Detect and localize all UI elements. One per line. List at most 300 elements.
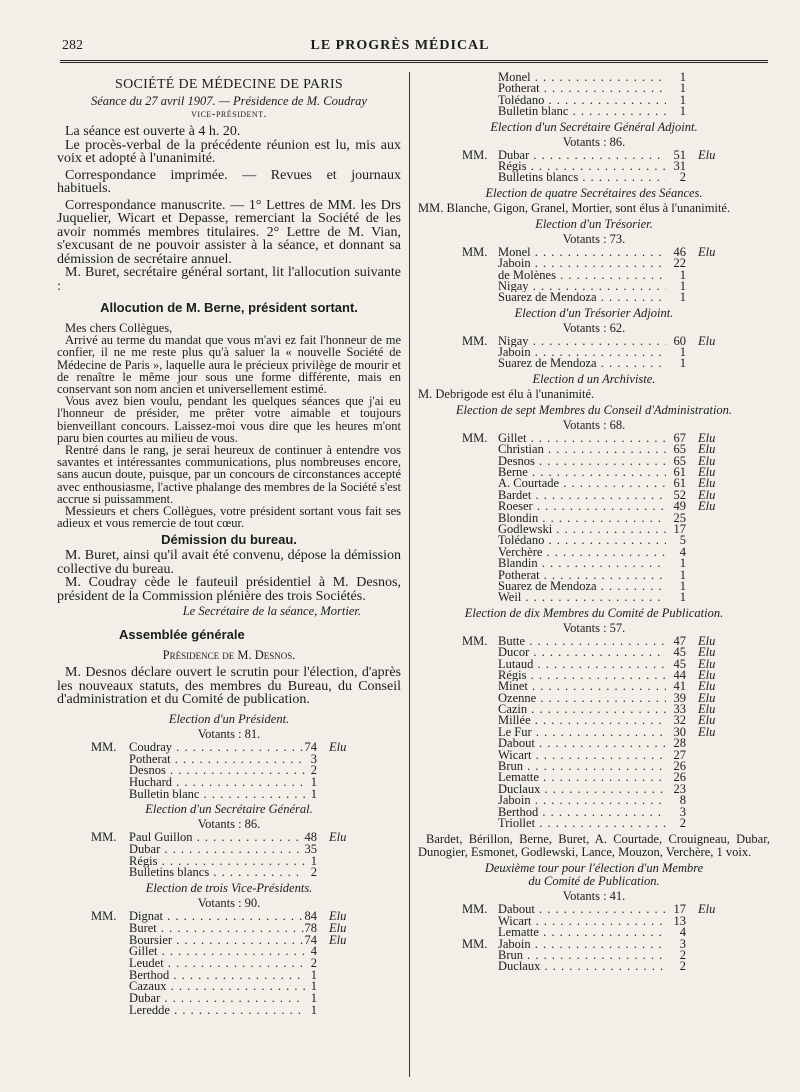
vote-count: 45 <box>673 645 686 660</box>
vote-candidate-name <box>498 547 666 558</box>
vote-count: 26 <box>673 770 686 785</box>
vote-row <box>418 147 770 162</box>
elected-mark: Elu <box>329 830 347 845</box>
vote-row <box>418 804 770 819</box>
vote-candidate-text: Gillet <box>129 946 158 958</box>
vote-candidate-text: Potherat <box>129 753 171 766</box>
vote-candidate-name <box>129 923 305 935</box>
votants-count: Votants : 86. <box>562 134 626 149</box>
vote-count: 17 <box>673 902 686 917</box>
vote-candidate-text: Bulletins blancs <box>129 867 210 880</box>
vote-row <box>57 853 401 868</box>
vote-count: 2 <box>679 815 686 830</box>
votants-count: Votants : 68. <box>562 417 626 432</box>
vote-candidate-name <box>129 856 305 868</box>
vote-candidate-name <box>129 765 305 777</box>
vote-candidate-text: Gillet <box>498 432 527 445</box>
vote-row <box>57 946 401 958</box>
vote-candidate-text: de Molènes <box>498 269 556 281</box>
vote-candidate-name <box>498 150 666 161</box>
election-title: Election d un Archiviste. <box>532 371 656 386</box>
demission-title: Démission du bureau. <box>161 532 297 548</box>
vote-candidate-name <box>498 570 666 581</box>
vote-count: 1 <box>310 786 317 801</box>
vote-count: 1 <box>679 92 686 107</box>
vote-row <box>57 932 401 947</box>
election-title: Election d'un Trésorier Adjoint. <box>514 305 674 320</box>
vote-row <box>418 258 770 269</box>
vote-candidate-name <box>498 693 666 704</box>
right-elections <box>418 121 770 973</box>
vote-count: 1 <box>679 81 686 96</box>
vote-candidate-name <box>498 95 666 106</box>
elected-mark: Elu <box>329 909 347 924</box>
vote-count: 74 <box>304 932 317 947</box>
vote-row <box>418 444 770 455</box>
vote-candidate-name <box>498 83 666 94</box>
vote-row <box>57 786 401 801</box>
election-title: Election d'un Président. <box>168 711 290 726</box>
presidence-desnos: Présidence de M. Desnos. <box>162 648 296 663</box>
vote-count: 61 <box>673 476 686 491</box>
vote-candidate-name <box>129 844 305 856</box>
vote-row <box>418 244 770 259</box>
vote-count: 1 <box>310 775 317 790</box>
vote-candidate-text: Cazaux <box>129 981 167 993</box>
vote-candidate-text: Dignat <box>129 911 164 923</box>
elected-mark: Elu <box>698 656 716 671</box>
vote-row <box>418 333 770 348</box>
vote-candidate-name <box>498 292 666 303</box>
vote-row <box>418 656 770 671</box>
vote-candidate-text: Bulletin blanc <box>129 788 200 801</box>
running-header <box>0 36 800 56</box>
vote-candidate-name <box>498 513 666 524</box>
vote-row <box>418 83 770 94</box>
vote-candidate-text: Dubar <box>129 844 161 856</box>
paragraph-speech-1: Arrivé au terme du mandat que vous m'avi ez fait l'honneur de me confier, il ne me reste plus qu'à saluer la « nouvelle Société de Médecine de Paris », laquelle aura le précieux privilège de mourir et de renaître le même jour sous une forme différente, mais en conservant son nom ancien et universellement estimé. <box>57 333 401 397</box>
vote-row <box>418 267 770 282</box>
vote-count: 41 <box>673 679 686 694</box>
vote-candidate-name <box>498 490 666 501</box>
vote-candidate-name <box>129 754 305 766</box>
vote-candidate-name <box>498 358 666 369</box>
vote-candidate-name <box>498 950 666 961</box>
vote-row <box>418 544 770 559</box>
vote-candidate-text: Duclaux <box>498 783 541 796</box>
vote-candidate-name <box>498 524 666 535</box>
vote-row <box>57 920 401 935</box>
vote-count: 49 <box>673 499 686 514</box>
vote-row <box>418 453 770 468</box>
vote-candidate-text: Dabout <box>498 738 535 750</box>
vote-row <box>57 1002 401 1017</box>
vote-candidate-name <box>498 636 666 647</box>
election-title: Election de quatre Secrétaires des Séances. <box>485 185 703 200</box>
vote-count: 1 <box>679 578 686 593</box>
vote-candidate-name <box>129 970 305 982</box>
vote-candidate-text: Leudet <box>129 957 164 970</box>
vote-candidate-name <box>498 478 666 489</box>
vote-mm-prefix: MM. <box>462 147 488 162</box>
page-number: 282 <box>62 38 83 53</box>
vote-candidate-text: Millée <box>498 715 531 727</box>
vote-candidate-name <box>498 904 666 915</box>
election-result-text: MM. Blanche, Gigon, Granel, Mortier, sont élus à l'unanimité. <box>418 200 731 215</box>
vote-count: 2 <box>679 959 686 974</box>
vote-row <box>418 667 770 682</box>
vote-row <box>418 292 770 303</box>
vote-candidate-text: Duclaux <box>498 961 541 973</box>
vote-candidate-name <box>129 832 305 844</box>
vote-candidate-name <box>498 647 666 658</box>
vote-row <box>418 172 770 183</box>
vote-candidate-text: Triollet <box>498 817 536 830</box>
vote-mm-prefix: MM. <box>462 633 488 648</box>
vote-candidate-text: Tolédano <box>498 94 545 107</box>
vote-candidate-name <box>498 670 666 681</box>
left-column <box>57 72 401 1016</box>
vote-candidate-text: Nigay <box>498 280 529 293</box>
vote-count: 39 <box>673 690 686 705</box>
vote-candidate-text: Suarez de Mendoza <box>498 358 597 370</box>
vote-count: 23 <box>673 781 686 796</box>
vote-row <box>418 690 770 705</box>
vote-candidate-name <box>129 958 305 970</box>
vote-candidate-name <box>498 72 666 83</box>
vote-candidate-text: Boursier <box>129 934 173 947</box>
vote-candidate-name <box>498 347 666 358</box>
vote-count: 65 <box>673 453 686 468</box>
vote-candidate-text: Brun <box>498 761 523 773</box>
vote-candidate-text: Coudray <box>129 741 173 754</box>
vote-row <box>418 904 770 915</box>
election-title-continued: du Comité de Publication. <box>528 874 660 889</box>
vote-candidate-name <box>498 247 666 258</box>
elected-mark: Elu <box>698 724 716 739</box>
vote-row <box>418 578 770 593</box>
elected-mark: Elu <box>329 932 347 947</box>
vote-candidate-text: Bardet <box>498 489 532 502</box>
vote-candidate-text: Desnos <box>498 455 535 468</box>
vote-candidate-text: Régis <box>498 669 527 682</box>
vote-candidate-text: A. Courtade <box>498 478 560 490</box>
vote-count: 1 <box>679 267 686 282</box>
allocution-title: Allocution de M. Berne, président sortant. <box>100 300 358 315</box>
vote-row <box>418 815 770 830</box>
vote-count: 3 <box>679 936 686 951</box>
elected-mark: Elu <box>698 453 716 468</box>
vote-candidate-name <box>129 993 305 1005</box>
vote-count: 26 <box>673 759 686 774</box>
vote-count: 17 <box>673 521 686 536</box>
vote-candidate-text: Régis <box>129 855 158 868</box>
vote-candidate-text: Monel <box>498 246 531 259</box>
vote-candidate-text: Butte <box>498 635 526 648</box>
vote-row <box>57 765 401 777</box>
vote-count: 8 <box>679 793 686 808</box>
vote-candidate-name <box>498 258 666 269</box>
vote-candidate-text: Berthod <box>498 806 539 818</box>
paragraph-desnos: M. Desnos déclare ouvert le scrutin pour l'élection, d'après les nouveaux statuts, des membres du Bureau, du Conseil d'administration et du Comité de publication. <box>57 665 401 708</box>
vote-count: 2 <box>310 865 317 880</box>
vote-candidate-text: Suarez de Mendoza <box>498 292 597 304</box>
vote-candidate-text: Desnos <box>129 765 166 778</box>
other-votes-text: Bardet, Bérillon, Berne, Buret, A. Courtade, Crouigneau, Dubar, Dunogier, Esmonet, Godlewski, Lance, Mouzon, Verchère, 1 voix. <box>418 832 770 860</box>
vote-candidate-text: Potherat <box>498 83 540 95</box>
journal-title: LE PROGRÈS MÉDICAL <box>310 38 490 53</box>
vote-count: 1 <box>310 979 317 994</box>
vote-candidate-name <box>498 761 666 772</box>
votants-count: Votants : 62. <box>562 320 626 335</box>
vote-count: 45 <box>673 656 686 671</box>
vote-candidate-name <box>498 681 666 692</box>
vote-row <box>418 747 770 762</box>
paragraph-buret: M. Buret, secrétaire général sortant, lit l'allocution suivante : <box>57 265 401 294</box>
vote-candidate-name <box>129 742 305 754</box>
vote-count: 65 <box>673 442 686 457</box>
paragraph-demission-2: M. Coudray cède le fauteuil présidentiel à M. Desnos, président de la Commission plénière des trois Sociétés. <box>57 575 401 604</box>
vote-candidate-name <box>498 433 666 444</box>
vote-row <box>418 558 770 569</box>
vote-candidate-name <box>129 911 305 923</box>
vote-candidate-text: Jaboin <box>498 347 531 359</box>
vote-row <box>418 347 770 358</box>
vote-count: 1 <box>679 278 686 293</box>
vote-candidate-text: Christian <box>498 444 544 456</box>
vote-row <box>418 278 770 293</box>
votants-count: Votants : 73. <box>562 231 626 246</box>
left-elections <box>57 713 401 1016</box>
vote-row <box>57 867 401 879</box>
vote-count: 4 <box>679 544 686 559</box>
vote-row <box>57 981 401 993</box>
vote-candidate-text: Weil <box>498 592 522 604</box>
vote-candidate-name <box>498 106 666 117</box>
society-title: SOCIÉTÉ DE MÉDECINE DE PARIS <box>115 77 343 92</box>
vote-row <box>418 704 770 715</box>
paragraph-minutes: Le procès-verbal de la précédente réunion est lu, mis aux voix et adopté à l'unanimité. <box>57 137 401 166</box>
vote-row <box>418 430 770 445</box>
vote-row <box>418 510 770 525</box>
vote-count: 25 <box>673 510 686 525</box>
vote-count: 60 <box>673 333 686 348</box>
vote-count: 1 <box>679 590 686 605</box>
elected-mark: Elu <box>698 430 716 445</box>
vote-candidate-name <box>498 161 666 172</box>
elected-mark: Elu <box>329 920 347 935</box>
vote-count: 61 <box>673 465 686 480</box>
votants-count: Votants : 57. <box>562 620 626 635</box>
elected-mark: Elu <box>698 476 716 491</box>
vote-candidate-name <box>498 581 666 592</box>
vote-candidate-text: Bulletin blanc <box>498 106 569 118</box>
elected-mark: Elu <box>698 713 716 728</box>
vote-candidate-text: Ozenne <box>498 692 537 705</box>
election-title: Election d'un Secrétaire Général Adjoint. <box>490 119 698 134</box>
vote-count: 2 <box>310 955 317 970</box>
vote-candidate-name <box>129 981 305 993</box>
vote-row <box>418 72 770 83</box>
vote-candidate-text: Lematte <box>498 772 539 784</box>
column-divider <box>409 72 410 1077</box>
vote-candidate-name <box>498 916 666 927</box>
vote-count: 2 <box>679 947 686 962</box>
right-column <box>418 72 770 973</box>
vote-row <box>418 521 770 536</box>
vote-count: 4 <box>679 925 686 940</box>
elected-mark: Elu <box>698 147 716 162</box>
vote-count: 4 <box>310 944 317 959</box>
vote-count: 35 <box>304 842 317 857</box>
vote-candidate-text: Leredde <box>129 1004 170 1017</box>
vote-row <box>418 795 770 806</box>
vote-count: 1 <box>310 853 317 868</box>
vote-candidate-name <box>129 867 305 879</box>
vote-candidate-name <box>498 795 666 806</box>
vote-count: 1 <box>679 104 686 119</box>
vote-row <box>418 535 770 546</box>
elected-mark: Elu <box>698 667 716 682</box>
vote-count: 27 <box>673 747 686 762</box>
vote-candidate-name <box>129 935 305 947</box>
vote-count: 1 <box>310 990 317 1005</box>
signature: Le Secrétaire de la séance, Mortier. <box>182 604 361 619</box>
votants-count: Votants : 81. <box>197 726 261 741</box>
elected-mark: Elu <box>698 487 716 502</box>
vote-row <box>57 739 401 754</box>
vote-row <box>418 715 770 726</box>
vote-candidate-text: Minet <box>498 681 528 693</box>
votants-count: Votants : 90. <box>197 896 261 911</box>
vote-row <box>57 967 401 982</box>
vote-count: 3 <box>310 751 317 766</box>
vote-count: 31 <box>673 158 686 173</box>
vote-candidate-text: Le Fur <box>498 726 532 739</box>
vote-row <box>57 832 401 844</box>
vote-candidate-name <box>498 927 666 938</box>
vote-row <box>418 92 770 107</box>
vote-count: 78 <box>304 920 317 935</box>
vote-candidate-name <box>498 939 666 950</box>
vote-mm-prefix: MM. <box>462 430 488 445</box>
vote-row <box>418 633 770 648</box>
election-title: Deuxième tour pour l'élection d'un Membre <box>484 861 704 876</box>
elected-mark: Elu <box>698 679 716 694</box>
vote-mm-prefix: MM. <box>462 244 488 259</box>
vote-count: 47 <box>673 633 686 648</box>
vote-candidate-text: Godlewski <box>498 523 553 536</box>
vote-candidate-text: Brun <box>498 949 523 962</box>
vote-candidate-text: Paul Guillon <box>129 832 193 845</box>
vote-candidate-name <box>498 738 666 749</box>
vote-candidate-name <box>498 336 666 347</box>
vote-row <box>418 501 770 512</box>
vote-mm-prefix: MM. <box>91 909 117 924</box>
vote-count: 1 <box>679 290 686 305</box>
vote-candidate-text: Suarez de Mendoza <box>498 580 597 593</box>
vote-candidate-name <box>498 772 666 783</box>
vote-row <box>418 681 770 692</box>
vote-candidate-name <box>498 501 666 512</box>
vote-candidate-name <box>498 818 666 829</box>
paragraph-speech-3: Rentré dans le rang, je serai heureux de continuer à entendre vos savantes et intéressantes communications, plus nombreuses encore, sans aucun doute, puisque, par un concours de circonstances accepté avec enthousiasme, l'active phalange des membres de la Société s'est accrue si puissamment. <box>57 443 401 506</box>
election-title: Election d'un Secrétaire Général. <box>145 802 313 817</box>
vote-count: 67 <box>673 430 686 445</box>
vote-count: 1 <box>679 567 686 582</box>
vote-candidate-name <box>498 784 666 795</box>
vote-count: 44 <box>673 667 686 682</box>
vote-candidate-text: Berne <box>498 467 528 479</box>
vote-mm-prefix: MM. <box>462 936 488 951</box>
vote-candidate-text: Wicart <box>498 915 532 928</box>
vote-row <box>418 947 770 962</box>
vote-candidate-text: Berthod <box>129 969 170 982</box>
elected-mark: Elu <box>698 499 716 514</box>
vote-mm-prefix: MM. <box>462 333 488 348</box>
vote-candidate-text: Régis <box>498 160 527 173</box>
paragraph-printed: Correspondance imprimée. — Revues et journaux habituels. <box>57 167 401 196</box>
elected-mark: Elu <box>698 633 716 648</box>
vote-candidate-name <box>498 961 666 972</box>
vote-row <box>418 487 770 502</box>
vote-candidate-name <box>498 467 666 478</box>
elected-mark: Elu <box>698 690 716 705</box>
election-result-text: M. Debrigode est élu à l'unanimité. <box>418 386 595 401</box>
vote-count: 51 <box>673 147 686 162</box>
vote-count: 1 <box>679 70 686 84</box>
vote-candidate-name <box>498 750 666 761</box>
vote-count: 84 <box>304 909 317 924</box>
votants-count: Votants : 86. <box>197 817 261 832</box>
vote-candidate-name <box>498 704 666 715</box>
paragraph-greet: Mes chers Collègues, <box>65 321 173 335</box>
vote-candidate-text: Jaboin <box>498 938 531 950</box>
vote-count: 52 <box>673 487 686 502</box>
vote-candidate-text: Bulletins blancs <box>498 172 579 184</box>
vote-candidate-name <box>129 789 305 801</box>
elected-mark: Elu <box>698 442 716 457</box>
vote-count: 46 <box>673 244 686 259</box>
vote-candidate-text: Lutaud <box>498 658 534 670</box>
vote-candidate-text: Blandin <box>498 558 538 570</box>
vote-count: 5 <box>679 533 686 548</box>
vote-candidate-text: Lematte <box>498 927 539 939</box>
session-line: Séance du 27 avril 1907. — Présidence de M. Coudray <box>91 94 367 108</box>
elected-mark: Elu <box>698 244 716 259</box>
vote-count: 1 <box>310 1002 317 1017</box>
header-rule <box>60 60 768 63</box>
vote-row <box>418 358 770 369</box>
vote-mm-prefix: MM. <box>91 739 117 754</box>
vote-row <box>57 990 401 1005</box>
elected-mark: Elu <box>698 333 716 348</box>
vote-candidate-name <box>498 456 666 467</box>
paragraph-demission-1: M. Buret, ainsi qu'il avait été convenu, dépose la démission collective du bureau. <box>57 548 401 577</box>
vote-row <box>418 738 770 749</box>
vote-candidate-name <box>498 444 666 455</box>
vote-candidate-text: Jaboin <box>498 258 531 270</box>
vote-candidate-text: Verchère <box>498 546 543 559</box>
vote-candidate-text: Dubar <box>498 149 530 161</box>
vote-row <box>57 911 401 923</box>
vote-count: 1 <box>679 356 686 371</box>
vote-count: 1 <box>310 967 317 982</box>
vote-row <box>418 772 770 783</box>
vote-candidate-text: Monel <box>498 72 531 84</box>
vote-row <box>418 936 770 951</box>
vote-row <box>418 913 770 928</box>
